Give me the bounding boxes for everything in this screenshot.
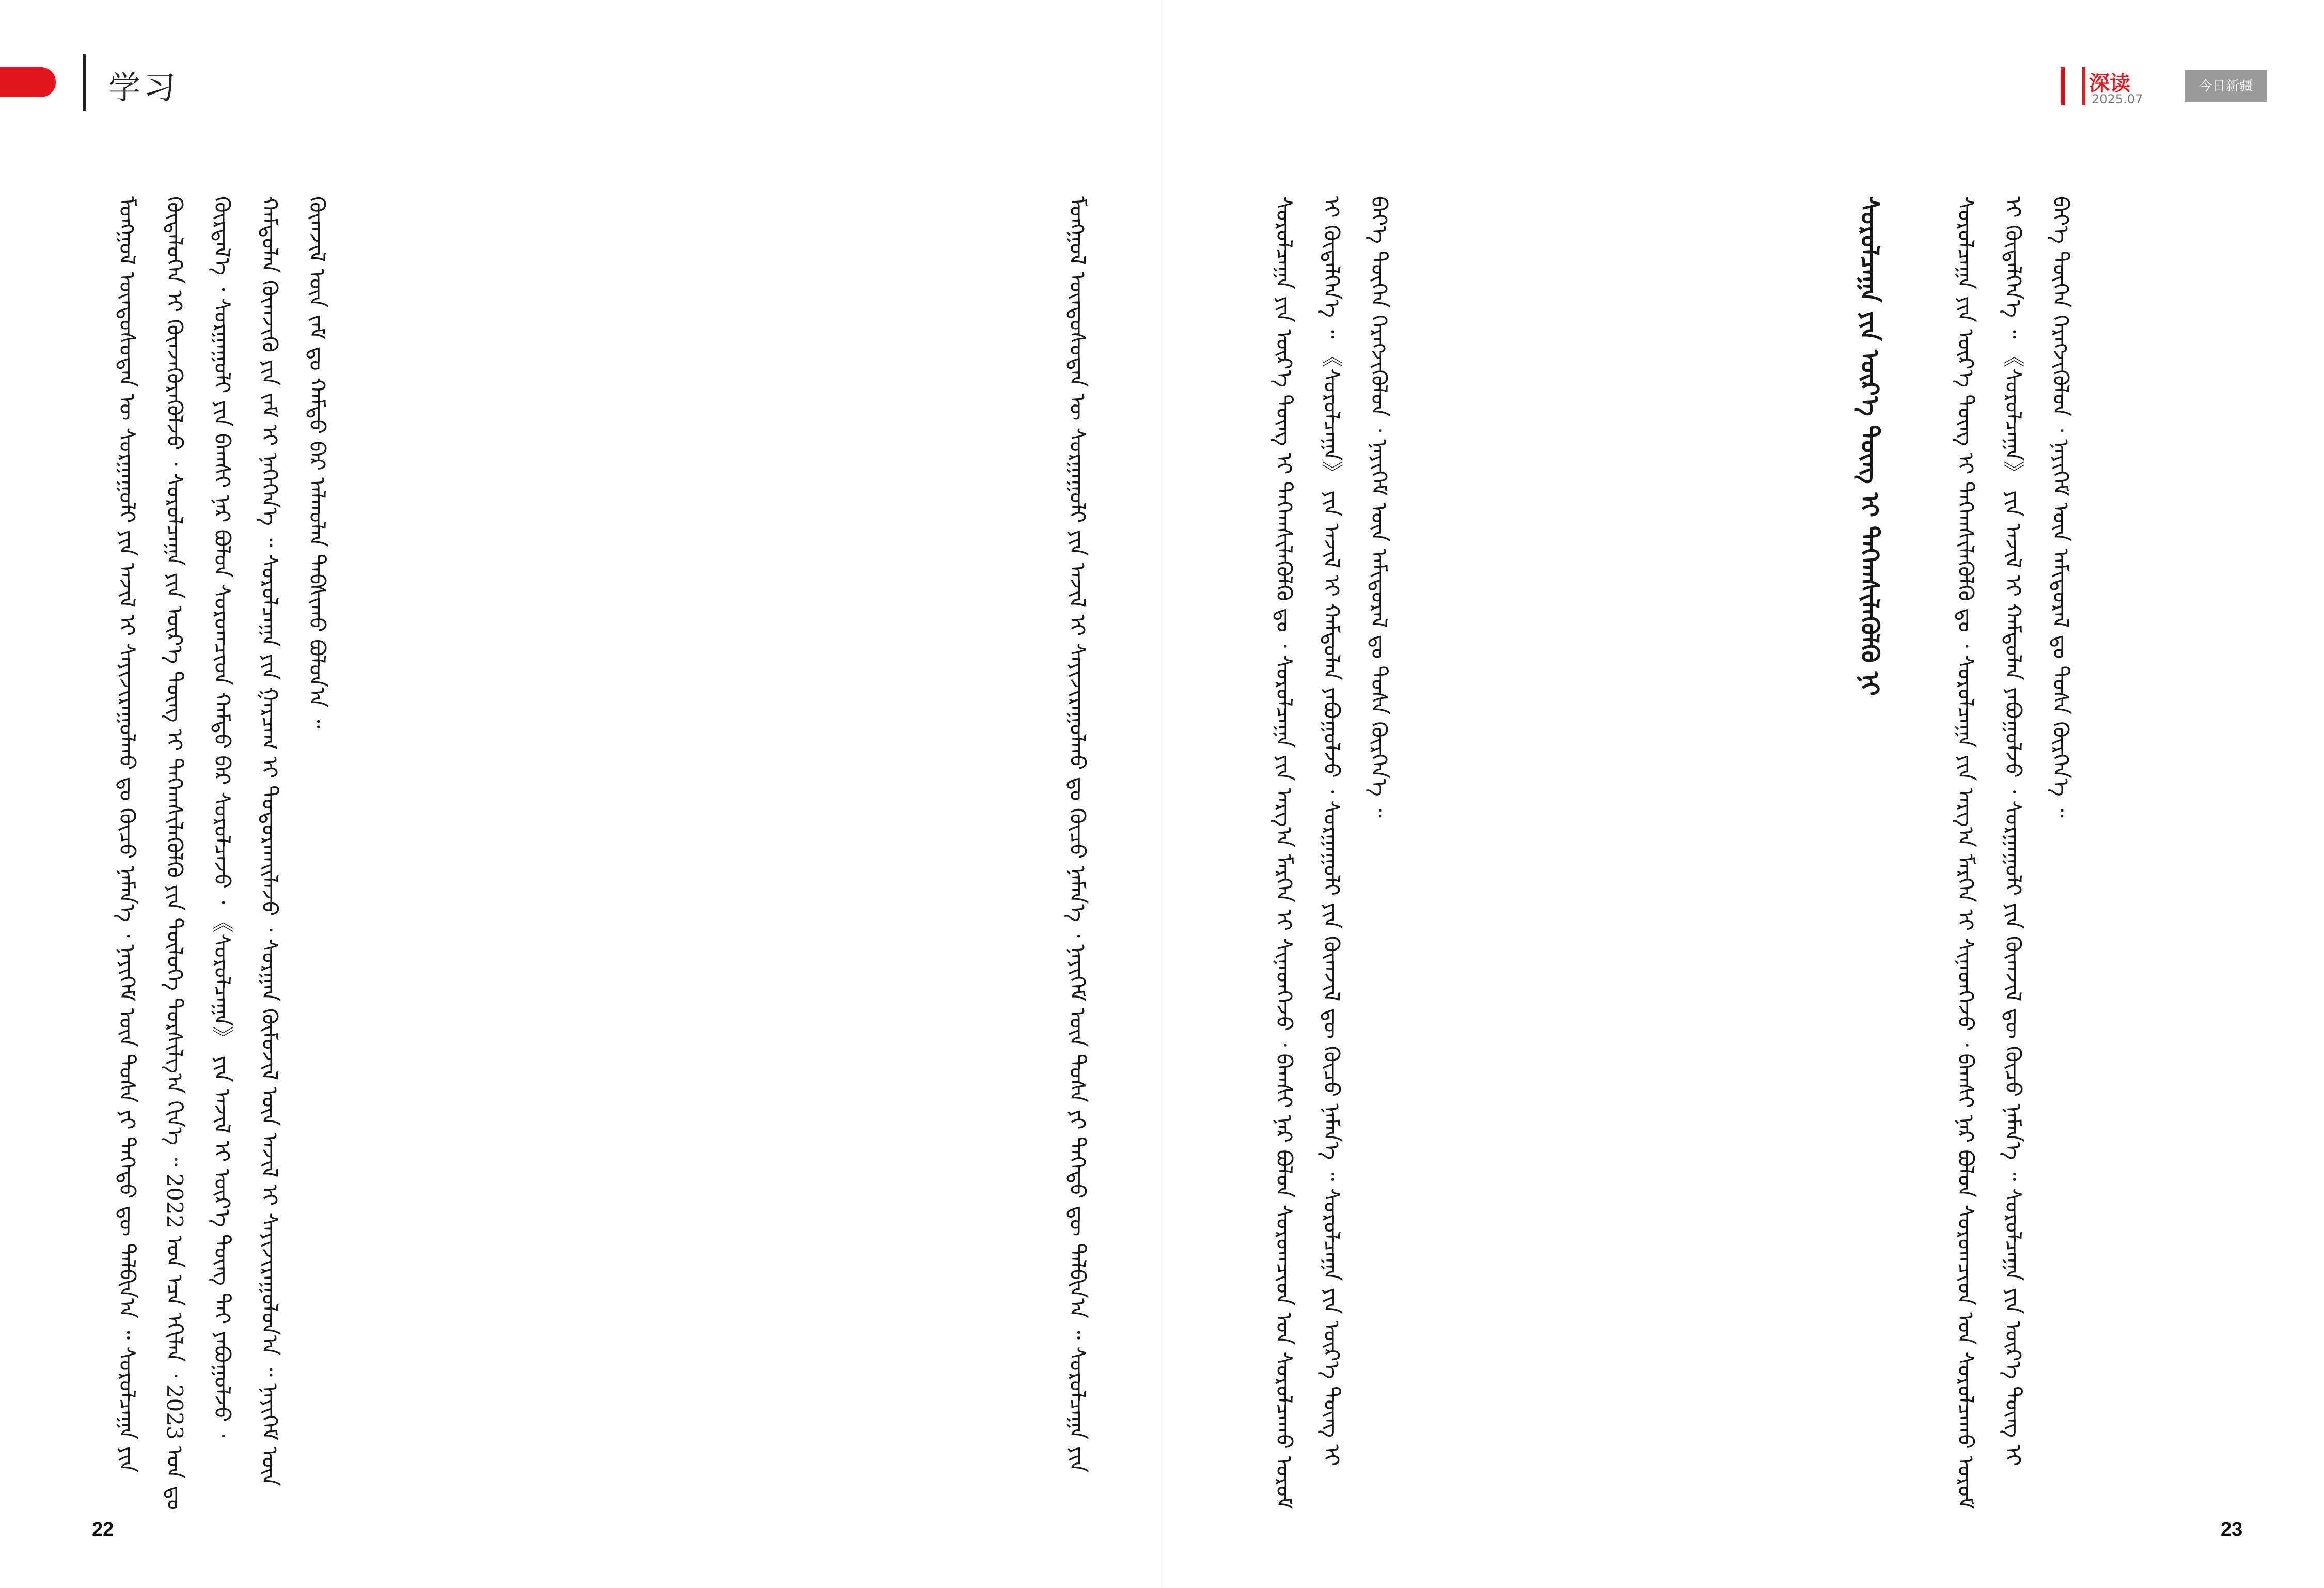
right-page-section-heading: ᠰᠤᠷᠤᠯᠴᠠᠭᠠ ᠶᠢᠨ ᠦᠷ᠎ᠡ ᠳᠦᠩ ᠢ ᠳᠡᠭᠡᠭ᠍ᠰᠢᠯᠡᠭᠦᠯᠬᠦ ᠨᠢ xyxy=(1855,196,1884,696)
right-page-number: 23 xyxy=(2221,1519,2243,1540)
column-name: 深读 xyxy=(2089,72,2130,96)
left-page-number: 22 xyxy=(92,1519,114,1540)
right-page-body-text-end: ᠰᠤᠷᠤᠯᠴᠠᠭᠠ ᠶᠢᠨ ᠦᠷ᠎ᠡ ᠳᠦᠩ ᠢ ᠳᠡᠭᠡᠭ᠍ᠰᠢᠯᠡᠭᠦᠯᠬᠦ ᠳᠤ ᠂ ᠰᠤᠷᠤᠯᠴᠠᠭᠠ ᠶᠢᠨ ᠠᠷᠭ᠎ᠠ ᠮᠡᠷᠭᠡᠨ ᠢ ᠰᠢᠨᠡᠳᠭᠡᠵᠦ ᠂ ᠪᠠᠭᠰᠢ ᠨᠠᠷ ᠪᠣᠯᠣᠨ ᠰᠤᠷᠤᠭᠴᠢᠳ ᠤᠨ ᠰᠤᠷᠤᠯᠴᠠᠬᠤ ᠤᠷᠤᠮ ᠢ ᠬᠥᠳᠡᠯᠭᠡᠨ᠎ᠡ ᠃ 《ᠰᠤᠷᠤᠯᠴᠠᠭᠠ》 ᠶᠢᠨ ᠠᠵᠢᠯ ᠢ ᠬᠠᠮᠲᠤᠯᠠᠨ ᠶᠠᠪᠤᠭᠤᠯᠵᠤ ᠂ ᠰᠤᠷᠭᠠᠭᠤᠯᠢ ᠶᠢᠨ ᠬᠥᠭ᠍ᠵᠢᠯ ᠳᠦ ᠬᠦᠴᠦ ᠨᠡᠮᠡᠨ᠎ᠡ ᠃ ᠰᠤᠷᠤᠯᠴᠠᠭᠠ ᠶᠢᠨ ᠦᠷ᠎ᠡ ᠳᠦᠩ ᠢ ᠪᠡᠶ᠎ᠡ ᠳᠦᠭᠡᠨ ᠬᠡᠷᠡᠭᠵᠢᠭᠦᠯᠦᠨ ᠂ ᠨᠡᠶᠢᠭᠡᠮ ᠦᠨ ᠠᠮᠢᠳᠤᠷᠠᠯ ᠳᠤ ᠲᠤᠰᠠ ᠬᠦᠷᠭᠡᠨ᠎ᠡ ᠃ xyxy=(1953,196,2074,1509)
section-color-tab xyxy=(0,67,56,97)
section-title: 学习 xyxy=(108,69,179,106)
left-page-body-text: ᠮᠣᠩᠭᠣᠯ ᠦᠨᠳᠦᠰᠦᠲᠡᠨ ᠦ ᠰᠤᠷᠭᠠᠭᠤᠯᠢ ᠶᠢᠨ ᠠᠵᠢᠯ ᠢ ᠰᠠᠶᠢᠵᠢᠷᠠᠭᠤᠯᠬᠤ ᠳᠤ ᠬᠦᠴᠦ ᠨᠡᠮᠡᠨ᠎ᠡ ᠂ ᠨᠡᠶᠢᠭᠡᠮ ᠦᠨ ᠲᠤᠰᠠ ᠶᠢ ᠳᠡᠭᠡᠳᠦ ᠳᠦ ᠲᠠᠯᠪᠢᠨ᠎ᠠ ᠃ ᠰᠤᠷᠤᠯᠴᠠᠭᠠ ᠶᠢᠨ ᠬᠥᠳᠡᠯᠦᠭᠡᠨ ᠢ ᠭᠦᠨᠵᠡᠭᠦᠷᠡᠭᠦᠯᠵᠦ ᠂ ᠰᠤᠷᠤᠯᠴᠠᠭᠠ ᠶᠢᠨ ᠦᠷ᠎ᠡ ᠳᠦᠩ ᠢ ᠳᠡᠭᠡᠭ᠍ᠰᠢᠯᠡᠭᠦᠯᠬᠦ ᠶᠢᠨ ᠲᠥᠯᠥᠭᠡ ᠲᠤᠷᠰᠢᠯᠭ᠎ᠠ ᠬᠢᠨ᠎ᠡ ᠃ 2022 ᠣᠨ ᠡᠴᠡ ᠡᠬᠢᠯᠡᠨ ᠂ 2023 ᠣᠨ ᠳᠤ ᠬᠦᠷᠲᠡᠯ᠎ᠡ ᠂ ᠰᠤᠷᠭᠠᠭᠤᠯᠢ ᠶᠢᠨ ᠪᠠᠭᠰᠢ ᠨᠠᠷ ᠪᠣᠯᠣᠨ ᠰᠤᠷᠤᠭᠴᠢᠳ ᠬᠠᠮᠲᠤ ᠪᠡᠷ ᠰᠤᠷᠤᠯᠴᠠᠵᠤ ᠂ 《ᠰᠤᠷᠤᠯᠴᠠᠭᠠ》 ᠶᠢᠨ ᠠᠵᠢᠯ ᠢ ᠦᠷ᠎ᠡ ᠳᠦᠩ ᠲᠡᠢ ᠶᠠᠪᠤᠭᠤᠯᠵᠤ ᠂ ᠬᠠᠮᠲᠤᠯᠠᠨ ᠬᠥᠭ᠍ᠵᠢᠬᠦ ᠶᠢᠨ ᠵᠠᠮ ᠢ ᠨᠡᠭᠡᠭᠡᠨ᠎ᠡ ᠃ ᠰᠤᠷᠤᠯᠴᠠᠭᠠ ᠶᠢᠨ ᠭᠠᠷᠴᠠᠭ ᠢ ᠲᠣᠳᠤᠷᠬᠠᠢᠯᠠᠵᠤ ᠂ ᠰᠤᠷᠭᠠᠨ ᠬᠥᠮᠦᠵᠢᠯ ᠦᠨ ᠠᠵᠢᠯ ᠢ ᠰᠠᠶᠢᠵᠢᠷᠠᠭᠤᠯᠤᠨ᠎ᠠ ᠃ ᠨᠡᠶᠢᠭᠡᠮ ᠦᠨ ᠬᠥᠭ᠍ᠵᠢᠯ ᠦᠨ ᠵᠠᠮ ᠳᠤ ᠬᠠᠮᠲᠤ ᠪᠡᠷ ᠠᠯᠬᠤᠯᠠᠨ ᠳᠠᠪᠰᠢᠬᠤ ᠪᠣᠯᠤᠨ᠎ᠠ ᠃ xyxy=(115,196,330,1510)
mongolian-script-mark xyxy=(83,54,94,111)
mongolian-script-logo xyxy=(2061,67,2085,105)
page-gutter xyxy=(1162,0,1163,1588)
magazine-logo: 今日新疆 xyxy=(2185,70,2267,102)
issue-date: 2025.07 xyxy=(2092,92,2143,106)
magazine-header xyxy=(2061,67,2283,119)
left-page-body-text-end: ᠮᠣᠩᠭᠣᠯ ᠦᠨᠳᠦᠰᠦᠲᠡᠨ ᠦ ᠰᠤᠷᠭᠠᠭᠤᠯᠢ ᠶᠢᠨ ᠠᠵᠢᠯ ᠢ ᠰᠠᠶᠢᠵᠢᠷᠠᠭᠤᠯᠬᠤ ᠳᠤ ᠬᠦᠴᠦ ᠨᠡᠮᠡᠨ᠎ᠡ ᠂ ᠨᠡᠶᠢᠭᠡᠮ ᠦᠨ ᠲᠤᠰᠠ ᠶᠢ ᠳᠡᠭᠡᠳᠦ ᠳᠦ ᠲᠠᠯᠪᠢᠨ᠎ᠠ ᠃ ᠰᠤᠷᠤᠯᠴᠠᠭᠠ ᠶᠢᠨ xyxy=(1065,196,1090,1473)
right-page-body-text: ᠰᠤᠷᠤᠯᠴᠠᠭᠠ ᠶᠢᠨ ᠦᠷ᠎ᠡ ᠳᠦᠩ ᠢ ᠳᠡᠭᠡᠭ᠍ᠰᠢᠯᠡᠭᠦᠯᠬᠦ ᠳᠤ ᠂ ᠰᠤᠷᠤᠯᠴᠠᠭᠠ ᠶᠢᠨ ᠠᠷᠭ᠎ᠠ ᠮᠡᠷᠭᠡᠨ ᠢ ᠰᠢᠨᠡᠳᠭᠡᠵᠦ ᠂ ᠪᠠᠭᠰᠢ ᠨᠠᠷ ᠪᠣᠯᠣᠨ ᠰᠤᠷᠤᠭᠴᠢᠳ ᠤᠨ ᠰᠤᠷᠤᠯᠴᠠᠬᠤ ᠤᠷᠤᠮ ᠢ ᠬᠥᠳᠡᠯᠭᠡᠨ᠎ᠡ ᠃ 《ᠰᠤᠷᠤᠯᠴᠠᠭᠠ》 ᠶᠢᠨ ᠠᠵᠢᠯ ᠢ ᠬᠠᠮᠲᠤᠯᠠᠨ ᠶᠠᠪᠤᠭᠤᠯᠵᠤ ᠂ ᠰᠤᠷᠭᠠᠭᠤᠯᠢ ᠶᠢᠨ ᠬᠥᠭ᠍ᠵᠢᠯ ᠳᠦ ᠬᠦᠴᠦ ᠨᠡᠮᠡᠨ᠎ᠡ ᠃ ᠰᠤᠷᠤᠯᠴᠠᠭᠠ ᠶᠢᠨ ᠦᠷ᠎ᠡ ᠳᠦᠩ ᠢ ᠪᠡᠶ᠎ᠡ ᠳᠦᠭᠡᠨ ᠬᠡᠷᠡᠭᠵᠢᠭᠦᠯᠦᠨ ᠂ ᠨᠡᠶᠢᠭᠡᠮ ᠦᠨ ᠠᠮᠢᠳᠤᠷᠠᠯ ᠳᠤ ᠲᠤᠰᠠ ᠬᠦᠷᠭᠡᠨ᠎ᠡ ᠃ xyxy=(1271,196,1392,1509)
